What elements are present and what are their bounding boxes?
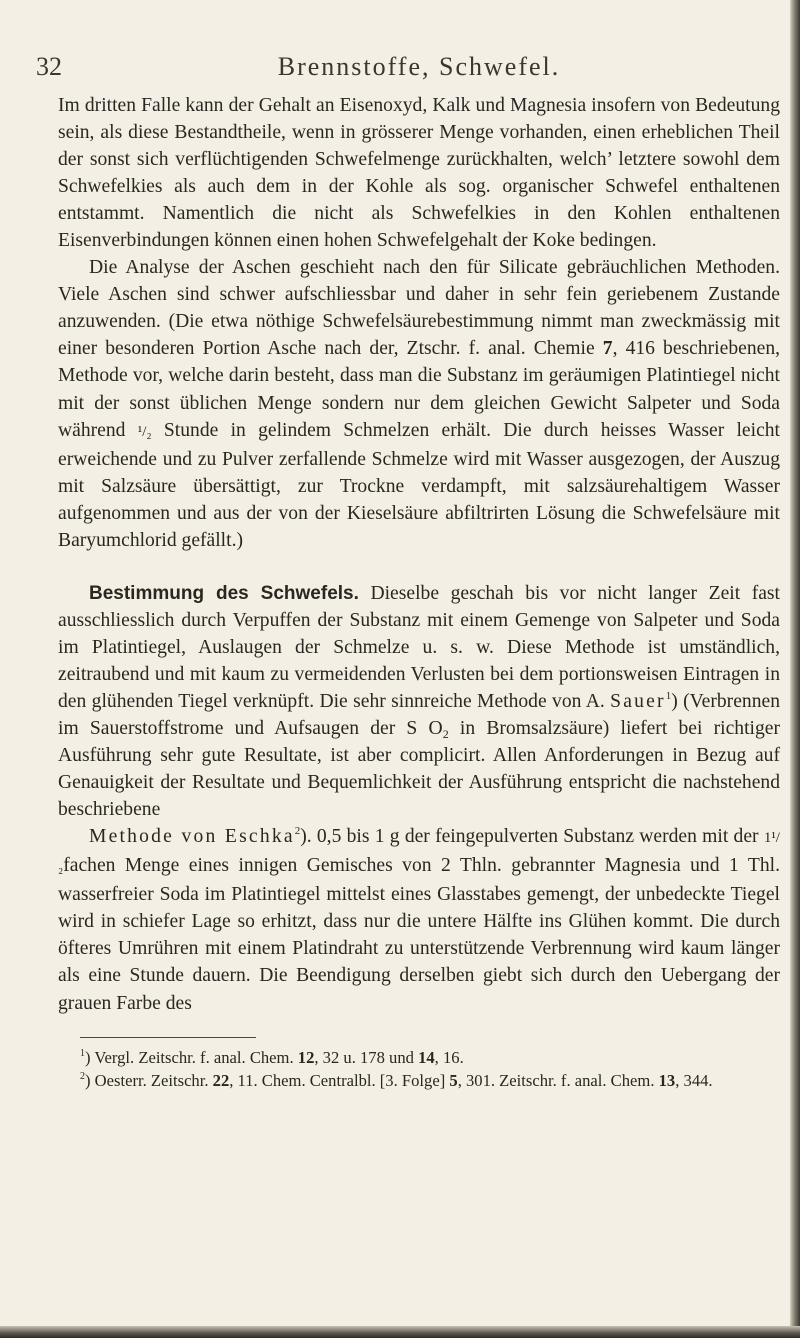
fraction-half: ¹/₂ xyxy=(137,423,152,440)
paragraph-eschka-method: Methode von Eschka$^2$). 0,5 bis 1 g der feingepulverten Substanz werden mit der 1¹/₂fachen Menge eines innigen Gemisches von 2 Thln. gebrannter Magnesia und 1 Thl. wasserfreier Soda im Platintiegel mittelst eines Glasstabes gemengt, der unbedeckte Tiegel wird in schiefer Lage so erhitzt, dass nur die untere Hälfte ins Glühen kommt. Die durch öfteres Umrühren mit einem Platindraht zu unterstützende Verbrennung wird kaum länger als eine Stunde dauern. Die Beendigung derselben giebt sich durch den Uebergang der grauen Farbe des xyxy=(58,825,780,1014)
section-heading: Bestimmung des Schwefels. xyxy=(89,582,359,604)
footnote-ref-2[interactable]: 2 xyxy=(294,825,301,838)
footnote-ref-1[interactable]: 1 xyxy=(665,689,672,702)
volume-number: 7 xyxy=(602,338,613,360)
footnote-1: $^1$) Vergl. Zeitschr. f. anal. Chem. 12, 32 u. 178 und 14, 16. xyxy=(80,1047,464,1067)
subscript-2: 2 xyxy=(442,727,449,742)
paragraph-sulfur-determination: Bestimmung des Schwefels. Dieselbe geschah bis vor nicht langer Zeit fast ausschliesslich durch Verpuffen der Substanz mit einem Gemenge von Salpeter und Soda im Platintiegel, Auslaugen der Schmelze u. s. w. Diese Methode ist umständlich, zeitraubend und mit kaum zu vermeidenden Verlusten bei dem portionsweisen Eintragen in den glühenden Tiegel verknüpft. Die sehr sinnreiche Methode von A. Sauer$^1$) (Verbrennen im Sauerstoffstrome und Aufsaugen der S $O_2$ in Bromsalzsäure) liefert bei richtiger Ausführung sehr gute Resultate, ist aber complicirt. Allen Anforderungen in Bezug auf Genauigkeit der Resultate und Bequemlichkeit der Ausführung entspricht die nachstehend beschriebene xyxy=(58,582,780,821)
section-gap xyxy=(58,554,780,580)
footnote-divider xyxy=(80,1037,256,1038)
page-edge-shadow xyxy=(790,0,800,1338)
body-text xyxy=(58,92,780,1017)
fraction-one-and-half: 1¹/₂ xyxy=(58,830,780,876)
paragraph-iron-oxide: Im dritten Falle kann der Gehalt an Eisenoxyd, Kalk und Magnesia insofern von Bedeutung sein, als diese Bestandtheile, wenn in grösserer Menge vorhanden, einen erheblichen Theil der sonst sich verflüchtigenden Schwefelmenge zurückhalten, welch’ letztere sowohl dem Schwefelkies als auch dem in der Kohle als sog. organischer Schwefel enthaltenen entstammt. Namentlich die nicht als Schwefelkies in den Kohlen enthaltenen Eisenverbindungen können einen hohen Schwefelgehalt der Koke bedingen. xyxy=(58,95,780,252)
page-number: 32 xyxy=(36,52,62,81)
paragraph-ash-analysis: Die Analyse der Aschen geschieht nach den für Silicate gebräuchlichen Methoden. Viele Aschen sind schwer aufschliessbar und daher in sehr fein geriebenem Zustande anzuwenden. (Die etwa nöthige Schwefelsäurebestimmung nimmt man zweckmässig mit einer besonderen Portion Asche nach der, Ztschr. f. anal. Chemie 7, 416 beschriebenen, Methode vor, welche darin besteht, dass man die Substanz im geräumigen Platintiegel nicht mit der sonst üblichen Menge sondern nur dem gleichen Gewicht Salpeter und Soda während ¹/₂ Stunde in gelindem Schmelzen erhält. Die durch heisses Wasser leicht erweichende und zu Pulver zerfallende Schmelze wird mit Wasser ausgezogen, der Auszug mit Salzsäure übersättigt, zur Trockne verdampft, mit salzsäurehaltigem Wasser aufgenommen und aus der von der Kieselsäure abfiltrirten Lösung die Schwefelsäure mit Baryumchlorid gefällt.) xyxy=(58,257,781,551)
method-title-eschka: Methode von Eschka xyxy=(89,826,295,848)
author-name-sauer: Sauer xyxy=(610,690,666,712)
footnotes xyxy=(58,1046,780,1092)
footnote-2: $^2$) Oesterr. Zeitschr. 22, 11. Chem. Centralbl. [3. Folge] 5, 301. Zeitschr. f. anal. Chem. 13, 344. xyxy=(80,1070,713,1090)
book-page xyxy=(36,52,781,1092)
page-header xyxy=(36,52,780,92)
running-title: Brennstoffe, Schwefel. xyxy=(277,52,561,81)
page-bottom-edge xyxy=(0,1326,800,1338)
